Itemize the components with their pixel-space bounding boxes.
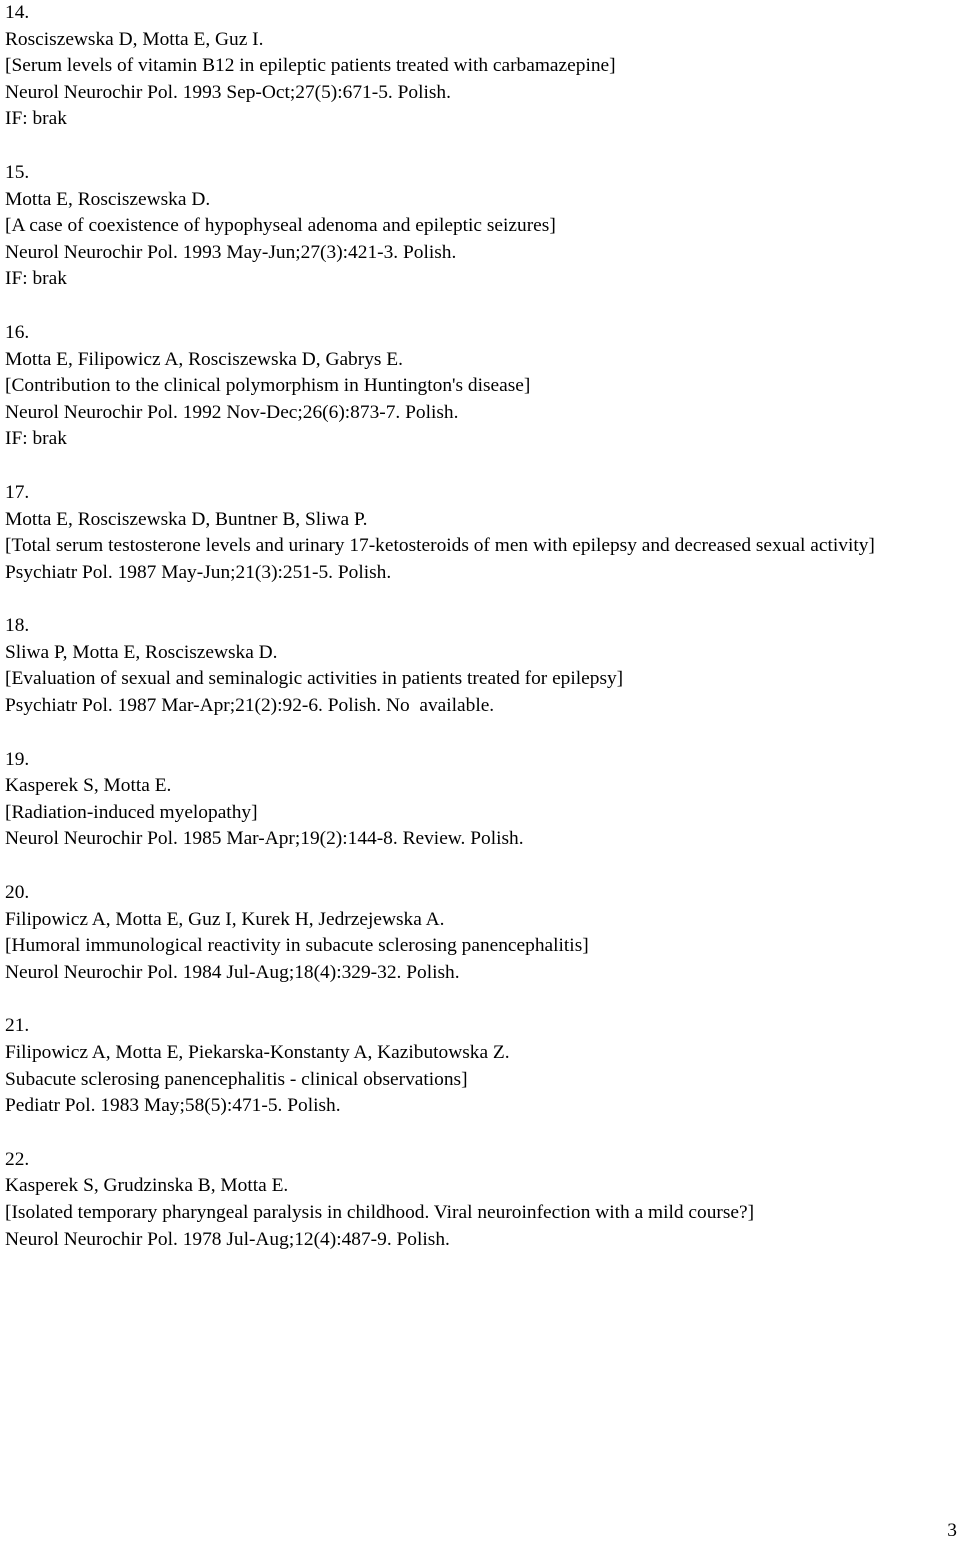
reference-authors: Motta E, Filipowicz A, Rosciszewska D, Gabrys E. [5,348,403,370]
reference-title: [Humoral immunological reactivity in subacute sclerosing panencephalitis] [5,935,589,957]
reference-authors: Kasperek S, Grudzinska B, Motta E. [5,1175,289,1197]
reference-authors: Motta E, Rosciszewska D. [5,188,211,210]
reference-number: 17. [5,481,30,503]
reference-citation: Neurol Neurochir Pol. 1992 Nov-Dec;26(6):873-7. Polish. [5,401,459,423]
reference-entry-19 [5,747,950,853]
reference-number: 22. [5,1148,30,1170]
page-number: 3 [947,1520,957,1541]
reference-entry-22 [5,1147,950,1253]
reference-citation: Psychiatr Pol. 1987 Mar-Apr;21(2):92-6. Polish. No available. [5,695,495,717]
reference-entry-20 [5,880,950,986]
reference-authors: Sliwa P, Motta E, Rosciszewska D. [5,641,278,663]
reference-authors: Rosciszewska D, Motta E, Guz I. [5,28,264,50]
reference-number: 15. [5,161,30,183]
reference-list [5,0,950,1280]
reference-entry-18 [5,613,950,719]
reference-citation: Neurol Neurochir Pol. 1985 Mar-Apr;19(2):144-8. Review. Polish. [5,828,524,850]
reference-number: 20. [5,882,30,904]
reference-citation: Pediatr Pol. 1983 May;58(5):471-5. Polish. [5,1095,341,1117]
reference-citation: Neurol Neurochir Pol. 1993 Sep-Oct;27(5):671-5. Polish. [5,81,451,103]
reference-title: [Isolated temporary pharyngeal paralysis in childhood. Viral neuroinfection with a mild course?] [5,1201,755,1223]
reference-title: [Serum levels of vitamin B12 in epileptic patients treated with carbamazepine] [5,55,616,77]
reference-impact-factor: IF: brak [5,268,67,290]
reference-impact-factor: IF: brak [5,428,67,450]
reference-entry-17 [5,480,950,586]
reference-entry-14 [5,0,950,133]
reference-number: 16. [5,321,30,343]
reference-authors: Filipowicz A, Motta E, Piekarska-Konstanty A, Kazibutowska Z. [5,1042,510,1063]
reference-authors: Filipowicz A, Motta E, Guz I, Kurek H, Jedrzejewska A. [5,908,445,930]
reference-title: [A case of coexistence of hypophyseal adenoma and epileptic seizures] [5,215,556,237]
reference-impact-factor: IF: brak [5,108,67,130]
reference-title: [Radiation-induced myelopathy] [5,801,258,823]
reference-entry-15 [5,160,950,293]
reference-title: Subacute sclerosing panencephalitis - clinical observations] [5,1068,468,1090]
reference-number: 14. [5,2,30,23]
reference-number: 19. [5,748,30,770]
reference-title: [Evaluation of sexual and seminalogic activities in patients treated for epilepsy] [5,668,624,690]
reference-number: 21. [5,1015,30,1037]
reference-title: [Contribution to the clinical polymorphism in Huntington's disease] [5,375,531,397]
reference-entry-21 [5,1013,950,1119]
reference-citation: Psychiatr Pol. 1987 May-Jun;21(3):251-5. Polish. [5,561,392,583]
reference-number: 18. [5,615,30,637]
reference-citation: Neurol Neurochir Pol. 1984 Jul-Aug;18(4):329-32. Polish. [5,961,460,983]
reference-citation: Neurol Neurochir Pol. 1978 Jul-Aug;12(4):487-9. Polish. [5,1228,450,1250]
reference-authors: Motta E, Rosciszewska D, Buntner B, Sliwa P. [5,508,368,530]
reference-entry-16 [5,320,950,453]
reference-title: [Total serum testosterone levels and urinary 17-ketosteroids of men with epilepsy and decreased sexual activity] [5,535,875,557]
reference-citation: Neurol Neurochir Pol. 1993 May-Jun;27(3):421-3. Polish. [5,241,457,263]
reference-authors: Kasperek S, Motta E. [5,775,172,797]
